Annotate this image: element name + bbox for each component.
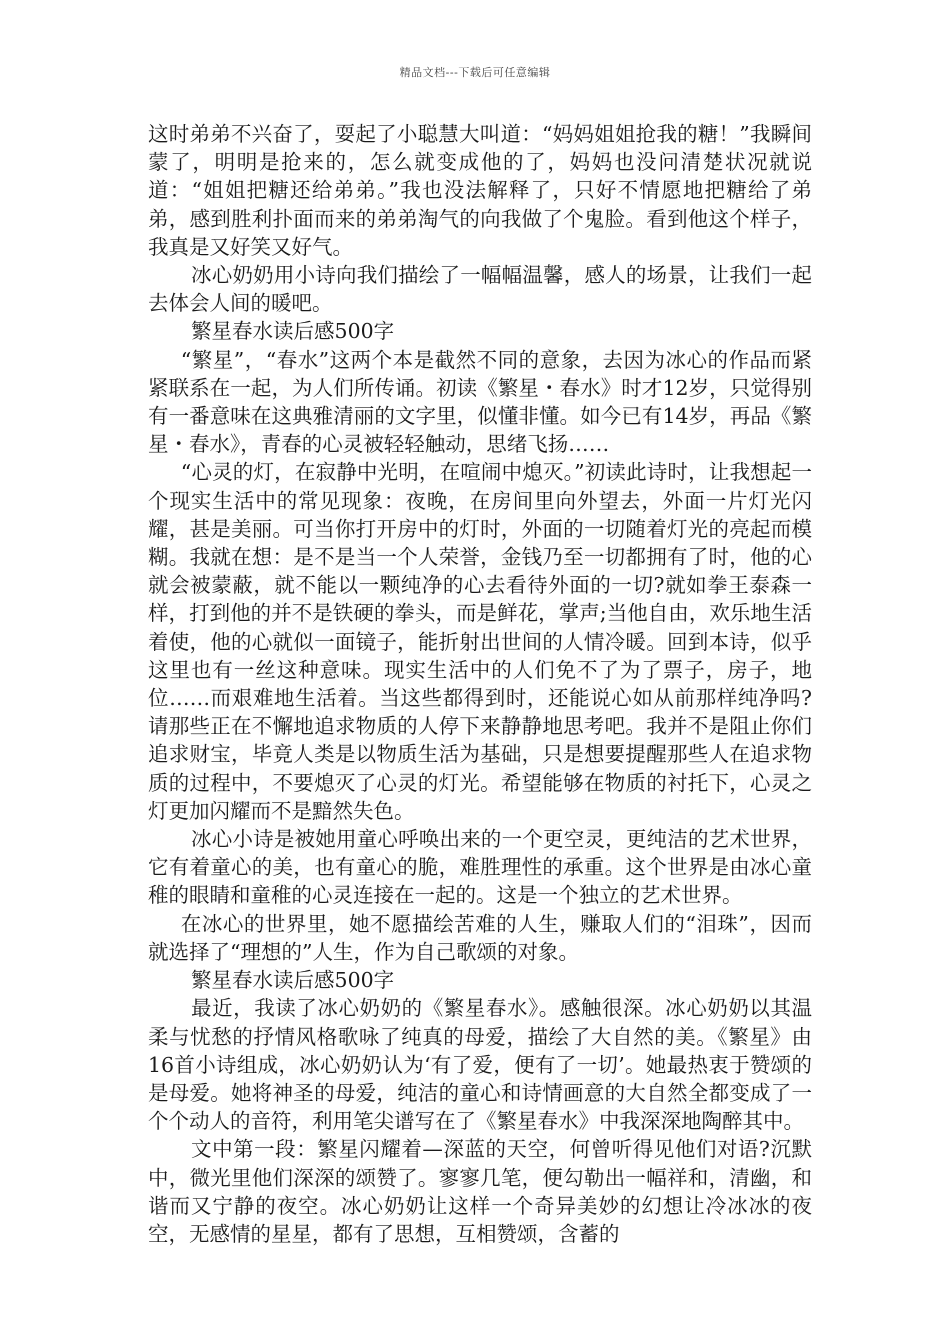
section-heading-2: 繁星春水读后感500字 — [191, 968, 395, 993]
paragraph-art-world: 冰心小诗是被她用童心呼唤出来的一个更空灵，更纯洁的艺术世界，它有着童心的美，也有童心的脆，难胜理性的承重。这个世界是由冰心童稚的眼睛和童稚的心灵连接在一起的。这是一个独立的艺术世界。 — [148, 827, 812, 908]
paragraph-heart-lamp: “心灵的灯，在寂静中光明，在喧闹中熄灭。”初读此诗时，让我想起一个现实生活中的常见现象：夜晚，在房间里向外望去，外面一片灯光闪耀，甚是美丽。可当你打开房中的灯时，外面的一切随着灯光的亮起而模糊。我就在想：是不是当一个人荣誉，金钱乃至一切都拥有了时，他的心就会被蒙蔽，就不能以一颗纯净的心去看待外面的一切?就如拳王泰森一样，打到他的并不是铁硬的拳头，而是鲜花，掌声;当他自由，欢乐地生活着使，他的心就似一面镜子，能折射出世间的人情冷暖。回到本诗，似乎这里也有一丝这种意味。现实生活中的人们免不了为了票子，房子，地位……而艰难地生活着。当这些都得到时，还能说心如从前那样纯净吗?请那些正在不懈地追求物质的人停下来静静地思考吧。我并不是阻止你们追求财宝，毕竟人类是以物质生活为基础，只是想要提醒那些人在追求物质的过程中，不要熄灭了心灵的灯光。希望能够在物质的衬托下，心灵之灯更加闪耀而不是黯然失色。 — [148, 460, 812, 823]
paragraph-intro: 冰心奶奶用小诗向我们描绘了一幅幅温馨，感人的场景，让我们一起去体会人间的暖吧。 — [148, 263, 812, 316]
paragraph-first-section: 文中第一段：繁星闪耀着—深蓝的天空，何曾听得见他们对语?沉默中，微光里他们深深的颂赞了。寥寥几笔，便勾勒出一幅祥和，清幽，和谐而又宁静的夜空。冰心奶奶让这样一个奇异美妙的幻想让冷冰冰的夜空，无感情的星星，都有了思想，互相赞颂，含蓄的 — [148, 1137, 812, 1246]
section-heading-1: 繁星春水读后感500字 — [191, 319, 395, 344]
document-body — [148, 120, 812, 1248]
paragraph-candy-story: 这时弟弟不兴奋了，耍起了小聪慧大叫道：“妈妈姐姐抢我的糖！”我瞬间蒙了，明明是抢来的，怎么就变成他的了，妈妈也没问清楚状况就说道：“姐姐把糖还给弟弟。”我也没法解释了，只好不情愿地把糖给了弟弟，感到胜利扑面而来的弟弟淘气的向我做了个鬼脸。看到他这个样子，我真是又好笑又好气。 — [148, 122, 812, 259]
page-header: 精品文档---下载后可任意编辑 — [399, 66, 551, 79]
paragraph-recently-read: 最近，我读了冰心奶奶的《繁星春水》。感触很深。冰心奶奶以其温柔与忧愁的抒情风格歌咏了纯真的母爱，描绘了大自然的美。《繁星》由16首小诗组成，冰心奶奶认为‘有了爱，便有了一切’。她最热衷于赞颂的是母爱。她将神圣的母爱，纯洁的童心和诗情画意的大自然全都变成了一个个动人的音符，利用笔尖谱写在了《繁星春水》中我深深地陶醉其中。 — [148, 996, 812, 1134]
paragraph-fanxing-chunshui: “繁星”，“春水”这两个本是截然不同的意象，去因为冰心的作品而紧紧联系在一起，为人们所传诵。初读《繁星・春水》时才12岁，只觉得别有一番意味在这典雅清丽的文字里，似懂非懂。如今已有14岁，再品《繁星・春水》，青春的心灵被轻轻触动，思绪飞扬…… — [148, 347, 812, 457]
paragraph-ideal-life: 在冰心的世界里，她不愿描绘苦难的人生，赚取人们的“泪珠”，因而就选择了“理想的”人生，作为自己歌颂的对象。 — [148, 911, 812, 964]
